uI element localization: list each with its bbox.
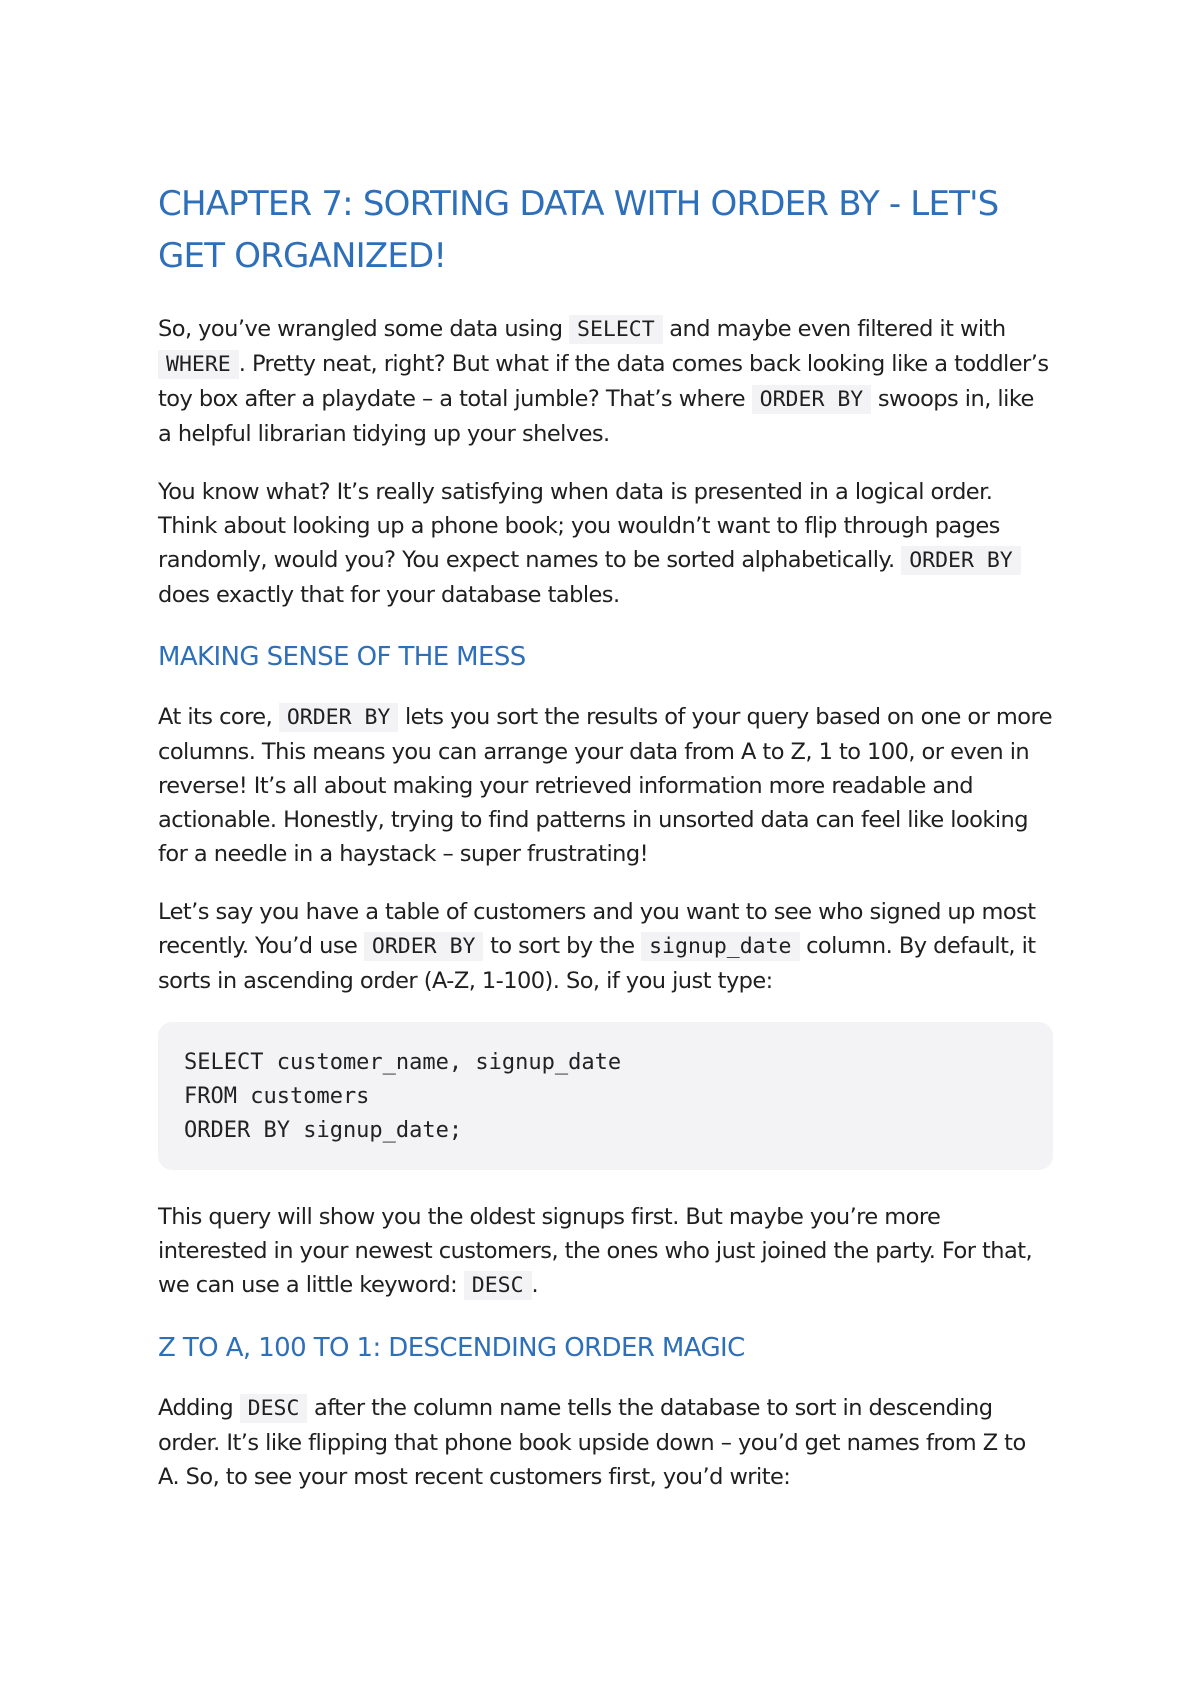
document-page	[158, 178, 1053, 1518]
section1-paragraph-1	[158, 700, 1053, 871]
text: to sort by the	[483, 933, 642, 959]
text: does exactly that for your database tables.	[158, 582, 620, 608]
intro-paragraph-1	[158, 312, 1053, 451]
intro-paragraph-2	[158, 475, 1053, 612]
text: At its core,	[158, 704, 279, 730]
sql-code-block	[158, 1022, 1053, 1170]
inline-code-select: SELECT	[569, 315, 663, 344]
inline-code-desc: DESC	[240, 1394, 308, 1423]
text: column. By default, it sorts in ascending order (A-Z, 1-100). So, if you just type:	[158, 933, 1036, 994]
section1-paragraph-2	[158, 895, 1053, 998]
code-line: ORDER BY signup_date;	[184, 1118, 463, 1143]
text: You know what? It’s really satisfying when data is presented in a logical order. Think about looking up a phone book; you wouldn’t want to flip through pages randomly, would you? You expect names to be sorted alphabetically.	[158, 479, 1000, 573]
inline-code-signup-date: signup_date	[641, 932, 799, 961]
code-line: SELECT customer_name, signup_date	[184, 1050, 622, 1075]
chapter-title: CHAPTER 7: SORTING DATA WITH ORDER BY - LET'S GET ORGANIZED!	[158, 184, 999, 276]
text: . Pretty neat, right? But what if the data comes back looking like a toddler’s toy box after a playdate – a total jumble? That’s where	[158, 351, 1049, 412]
text: .	[531, 1272, 539, 1298]
section-heading-descending: Z TO A, 100 TO 1: DESCENDING ORDER MAGIC	[158, 1333, 745, 1363]
section-heading-making-sense: MAKING SENSE OF THE MESS	[158, 642, 526, 672]
text: and maybe even filtered it with	[662, 316, 1006, 342]
text: This query will show you the oldest signups first. But maybe you’re more interested in your newest customers, the ones who just joined the party. For that, we can use a little keyword:	[158, 1204, 1033, 1298]
inline-code-desc: DESC	[464, 1271, 532, 1300]
inline-code-where: WHERE	[158, 350, 239, 379]
text: Let’s say you have a table of customers and you want to see who signed up most recently. You’d use	[158, 899, 1036, 959]
section1-paragraph-3	[158, 1200, 1053, 1303]
text: after the column name tells the database to sort in descending order. It’s like flipping that phone book upside down – you’d get names from Z to A. So, to see your most recent customers first, you’d write:	[158, 1395, 1026, 1490]
inline-code-order-by: ORDER BY	[901, 546, 1021, 575]
section2-paragraph-1	[158, 1391, 1053, 1494]
inline-code-order-by: ORDER BY	[752, 385, 872, 414]
text: So, you’ve wrangled some data using	[158, 316, 570, 342]
text: swoops in, like a helpful librarian tidying up your shelves.	[158, 386, 1034, 447]
inline-code-order-by: ORDER BY	[364, 932, 484, 961]
text: Adding	[158, 1395, 240, 1421]
code-line: FROM customers	[184, 1084, 370, 1109]
text: lets you sort the results of your query based on one or more columns. This means you can arrange your data from A to Z, 1 to 100, or even in reverse! It’s all about making your retrieved information more readable and actionable. Honestly, trying to find patterns in unsorted data can feel like looking for a needle in a haystack – super frustrating!	[158, 704, 1052, 867]
inline-code-order-by: ORDER BY	[279, 703, 399, 732]
